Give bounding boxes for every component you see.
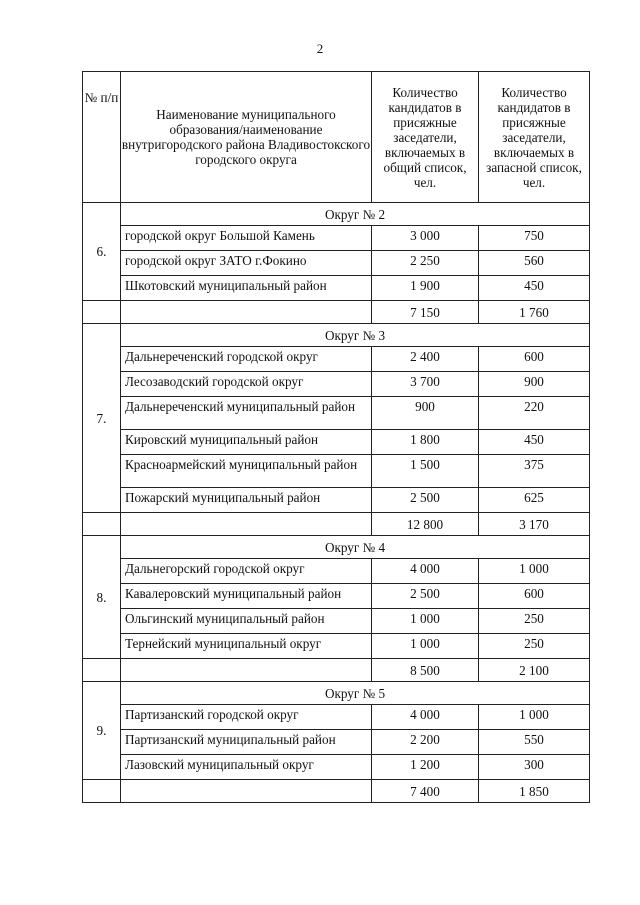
district-item-number: 8. (83, 536, 121, 659)
table-row (83, 730, 590, 755)
table-row (83, 372, 590, 397)
table-row (83, 347, 590, 372)
reserve-list-count: 250 (479, 634, 590, 659)
reserve-list-count: 1 000 (479, 705, 590, 730)
table-row (83, 634, 590, 659)
general-list-count: 1 000 (372, 634, 479, 659)
general-list-count: 1 800 (372, 430, 479, 455)
district-title-row (83, 324, 590, 347)
reserve-list-count: 250 (479, 609, 590, 634)
reserve-list-count: 750 (479, 226, 590, 251)
municipality-name: Шкотовский муниципальный район (121, 276, 372, 301)
empty-cell (121, 513, 372, 536)
district-total-row (83, 780, 590, 803)
table-body (83, 203, 590, 803)
municipality-name: Ольгинский муниципальный район (121, 609, 372, 634)
page-number: 2 (316, 41, 324, 56)
general-list-count: 2 500 (372, 488, 479, 513)
empty-cell (83, 301, 121, 324)
reserve-list-count: 900 (479, 372, 590, 397)
municipality-name: Лесозаводский городской округ (121, 372, 372, 397)
empty-cell (121, 780, 372, 803)
candidates-table (82, 71, 590, 803)
table-row (83, 226, 590, 251)
district-title-row (83, 682, 590, 705)
general-list-count: 2 400 (372, 347, 479, 372)
district-item-number: 7. (83, 324, 121, 513)
general-list-count: 1 200 (372, 755, 479, 780)
district-title: Округ № 4 (121, 536, 590, 559)
total-reserve-count: 1 850 (479, 780, 590, 803)
empty-cell (83, 659, 121, 682)
empty-cell (83, 780, 121, 803)
reserve-list-count: 600 (479, 347, 590, 372)
table-row (83, 609, 590, 634)
total-general-count: 12 800 (372, 513, 479, 536)
reserve-list-count: 550 (479, 730, 590, 755)
district-total-row (83, 301, 590, 324)
table-row (83, 705, 590, 730)
empty-cell (83, 513, 121, 536)
total-reserve-count: 1 760 (479, 301, 590, 324)
district-title: Округ № 3 (121, 324, 590, 347)
reserve-list-count: 600 (479, 584, 590, 609)
total-reserve-count: 2 100 (479, 659, 590, 682)
general-list-count: 1 900 (372, 276, 479, 301)
header-general-list: Количество кандидатов в присяжные заседатели, включаемых в общий список, чел. (372, 72, 479, 203)
table-row (83, 455, 590, 488)
municipality-name: городской округ ЗАТО г.Фокино (121, 251, 372, 276)
reserve-list-count: 1 000 (479, 559, 590, 584)
table-row (83, 559, 590, 584)
general-list-count: 4 000 (372, 559, 479, 584)
district-total-row (83, 659, 590, 682)
district-total-row (83, 513, 590, 536)
total-general-count: 7 150 (372, 301, 479, 324)
reserve-list-count: 625 (479, 488, 590, 513)
table-row (83, 430, 590, 455)
municipality-name: Пожарский муниципальный район (121, 488, 372, 513)
municipality-name: городской округ Большой Камень (121, 226, 372, 251)
header-reserve-list: Количество кандидатов в присяжные заседатели, включаемых в запасной список, чел. (479, 72, 590, 203)
municipality-name: Дальнереченский городской округ (121, 347, 372, 372)
general-list-count: 3 700 (372, 372, 479, 397)
general-list-count: 1 500 (372, 455, 479, 488)
general-list-count: 2 500 (372, 584, 479, 609)
reserve-list-count: 220 (479, 397, 590, 430)
municipality-name: Партизанский муниципальный район (121, 730, 372, 755)
table-row (83, 755, 590, 780)
header-name: Наименование муниципального образования/наименование внутригородского района Владивостокского городского округа (121, 72, 372, 203)
district-title: Округ № 2 (121, 203, 590, 226)
table-row (83, 584, 590, 609)
table-row (83, 251, 590, 276)
district-item-number: 6. (83, 203, 121, 301)
table-row (83, 397, 590, 430)
district-item-number: 9. (83, 682, 121, 780)
general-list-count: 2 200 (372, 730, 479, 755)
municipality-name: Дальнегорский городской округ (121, 559, 372, 584)
total-general-count: 7 400 (372, 780, 479, 803)
table-header-row (83, 72, 590, 203)
reserve-list-count: 450 (479, 276, 590, 301)
municipality-name: Лазовский муниципальный округ (121, 755, 372, 780)
table-row (83, 276, 590, 301)
municipality-name: Партизанский городской округ (121, 705, 372, 730)
district-title-row (83, 203, 590, 226)
municipality-name: Тернейский муниципальный округ (121, 634, 372, 659)
district-title-row (83, 536, 590, 559)
empty-cell (121, 659, 372, 682)
general-list-count: 3 000 (372, 226, 479, 251)
total-reserve-count: 3 170 (479, 513, 590, 536)
table-row (83, 488, 590, 513)
general-list-count: 1 000 (372, 609, 479, 634)
reserve-list-count: 300 (479, 755, 590, 780)
header-number: № п/п (83, 72, 121, 203)
municipality-name: Дальнереченский муниципальный район (121, 397, 372, 430)
reserve-list-count: 560 (479, 251, 590, 276)
district-title: Округ № 5 (121, 682, 590, 705)
total-general-count: 8 500 (372, 659, 479, 682)
municipality-name: Красноармейский муниципальный район (121, 455, 372, 488)
general-list-count: 2 250 (372, 251, 479, 276)
general-list-count: 4 000 (372, 705, 479, 730)
general-list-count: 900 (372, 397, 479, 430)
empty-cell (121, 301, 372, 324)
reserve-list-count: 375 (479, 455, 590, 488)
municipality-name: Кировский муниципальный район (121, 430, 372, 455)
reserve-list-count: 450 (479, 430, 590, 455)
municipality-name: Кавалеровский муниципальный район (121, 584, 372, 609)
